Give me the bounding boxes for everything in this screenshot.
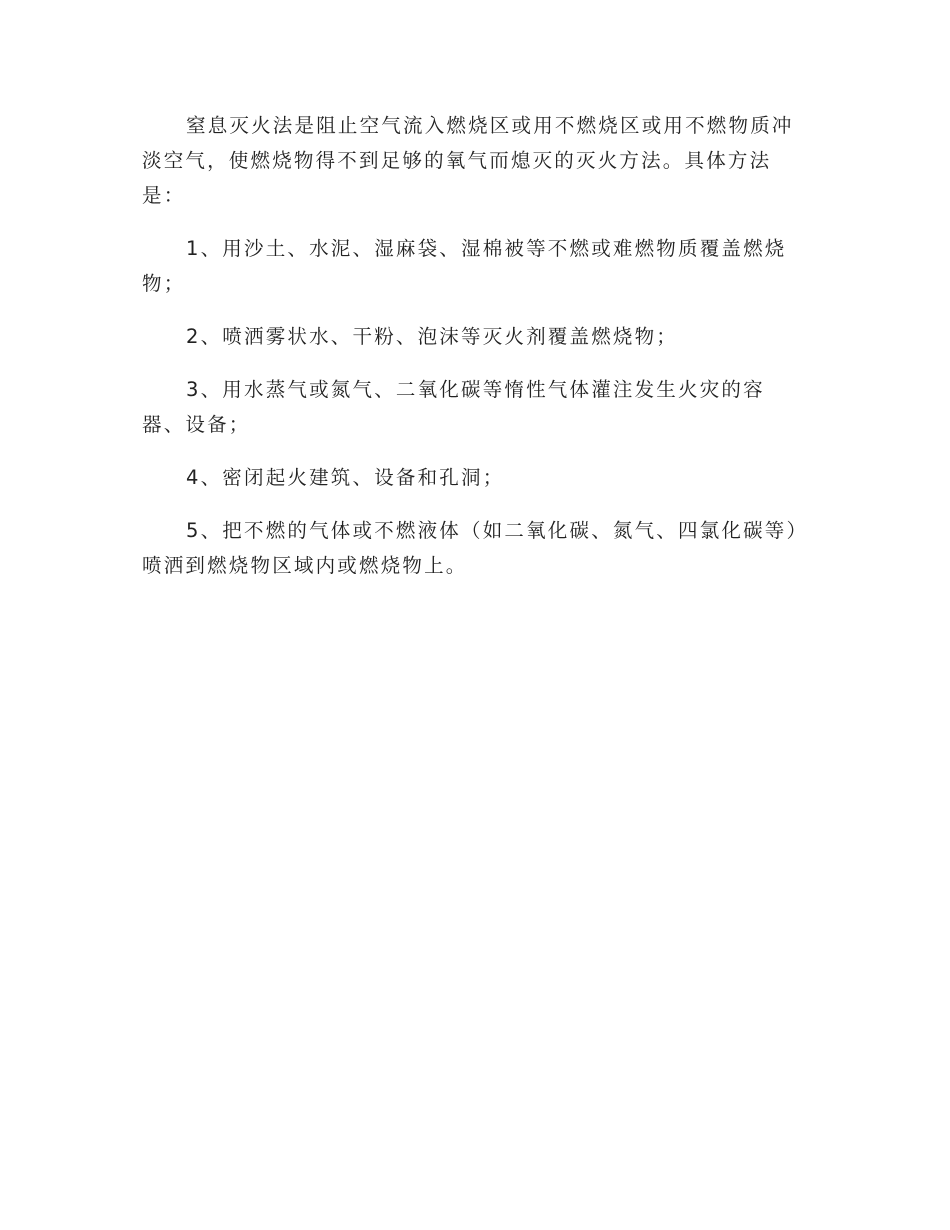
method-item-5: 5、把不燃的气体或不燃液体（如二氧化碳、氮气、四氯化碳等）喷洒到燃烧物区域内或燃烧物上。 bbox=[142, 519, 799, 577]
intro-paragraph: 窒息灭火法是阻止空气流入燃烧区或用不燃烧区或用不燃物质冲淡空气，使燃烧物得不到足够的氧气而熄灭的灭火方法。具体方法是： bbox=[142, 114, 794, 207]
method-item-1: 1、用沙土、水泥、湿麻袋、湿棉被等不燃或难燃物质覆盖燃烧物； bbox=[142, 237, 787, 295]
method-item-4: 4、密闭起火建筑、设备和孔洞； bbox=[186, 466, 505, 489]
document-body bbox=[142, 108, 802, 601]
method-item-2: 2、喷洒雾状水、干粉、泡沫等灭火剂覆盖燃烧物； bbox=[186, 325, 679, 348]
method-item-3: 3、用水蒸气或氮气、二氧化碳等惰性气体灌注发生火灾的容器、设备； bbox=[142, 378, 765, 436]
